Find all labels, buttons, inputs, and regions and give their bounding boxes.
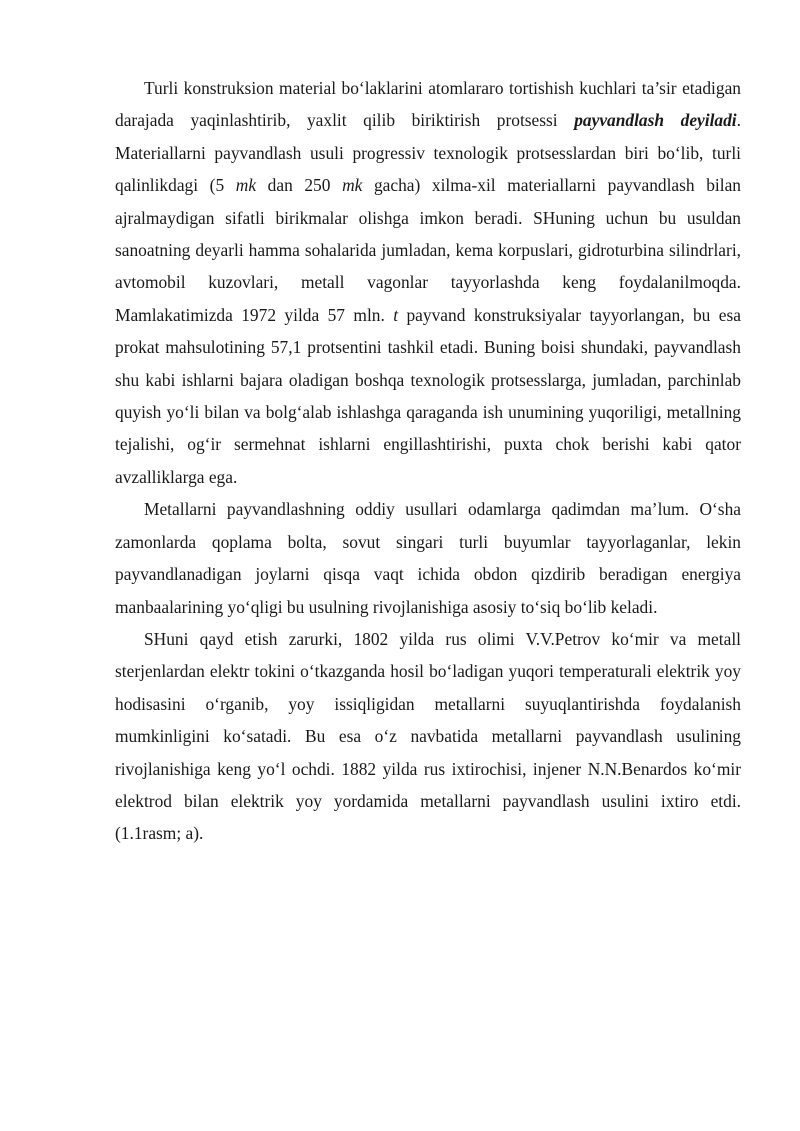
- text-segment: dan 250: [256, 175, 343, 196]
- text-segment: payvand konstruksiyalar tayyorlangan, bu esa prokat mahsulotining 57,1 protsentini tashkil etadi. Buning boisi shundaki, payvandlash shu kabi ishlarni bajara oladigan boshqa texnologik protsesslarga, jumladan, parchinlab quyish yo‘li bilan va bolg‘alab ishlashga qaraganda ish unumining yuqoriligi, metallning tejalishi, og‘ir sermehnat ishlarni engillashtirishi, puxta chok berishi kabi qator avzalliklarga ega.: [115, 304, 741, 487]
- text-segment: Turli konstruksion material bo‘laklarini atomlararo tortishish kuchlari ta’sir etadigan darajada yaqinlashtirib, yaxlit qilib biriktirish protsessi: [115, 78, 741, 131]
- paragraph-definition: [115, 72, 741, 493]
- paragraph-history: [115, 493, 741, 623]
- unit-label: mk: [235, 175, 257, 196]
- text-segment: SHuni qayd etish zarurki, 1802 yilda rus olimi V.V.Petrov ko‘mir va metall sterjenlardan elektr tokini o‘tkazganda hosil bo‘ladigan yuqori temperaturali elektrik yoy hodisasini o‘rganib, yoy issiqligidan metallarni suyuqlantirishda foydalanish mumkinligini ko‘satadi. Bu esa o‘z navbatida metallarni payvandlash usulining rivojlanishiga keng yo‘l ochdi. 1882 yilda rus ixtirochisi, injener N.N.Benardos ko‘mir elektrod bilan elektrik yoy yordamida metallarni payvandlash usulini ixtiro etdi. (1.1rasm; a).: [115, 628, 741, 844]
- definition-term: payvandlash deyiladi: [574, 110, 737, 131]
- document-page: [115, 72, 741, 850]
- text-segment: . Materiallarni payvandlash usuli progressiv texnologik protsesslardan biri bo‘lib, turli qalinlikdagi (5: [115, 110, 742, 196]
- unit-label: t: [393, 304, 399, 325]
- text-segment: gacha) xilma-xil materiallarni payvandlash bilan ajralmaydigan sifatli birikmalar olishga imkon beradi. SHuning uchun bu usuldan sanoatning deyarli hamma sohalarida jumladan, kema korpuslari, gidroturbina silindrlari, avtomobil kuzovlari, metall vagonlar tayyorlashda keng foydalanilmoqda. Mamlakatimizda 1972 yilda 57 mln.: [115, 175, 741, 325]
- unit-label: mk: [342, 175, 363, 196]
- text-segment: Metallarni payvandlashning oddiy usullari odamlarga qadimdan ma’lum. O‘sha zamonlarda qoplama bolta, sovut singari turli buyumlar tayyorlaganlar, lekin payvandlanadigan joylarni qisqa vaqt ichida obdon qizdirib beradigan energiya manbaalarining yo‘qligi bu usulning rivojlanishiga asosiy to‘siq bo‘lib keladi.: [115, 499, 741, 617]
- paragraph-petrov-benardos: [115, 623, 741, 850]
